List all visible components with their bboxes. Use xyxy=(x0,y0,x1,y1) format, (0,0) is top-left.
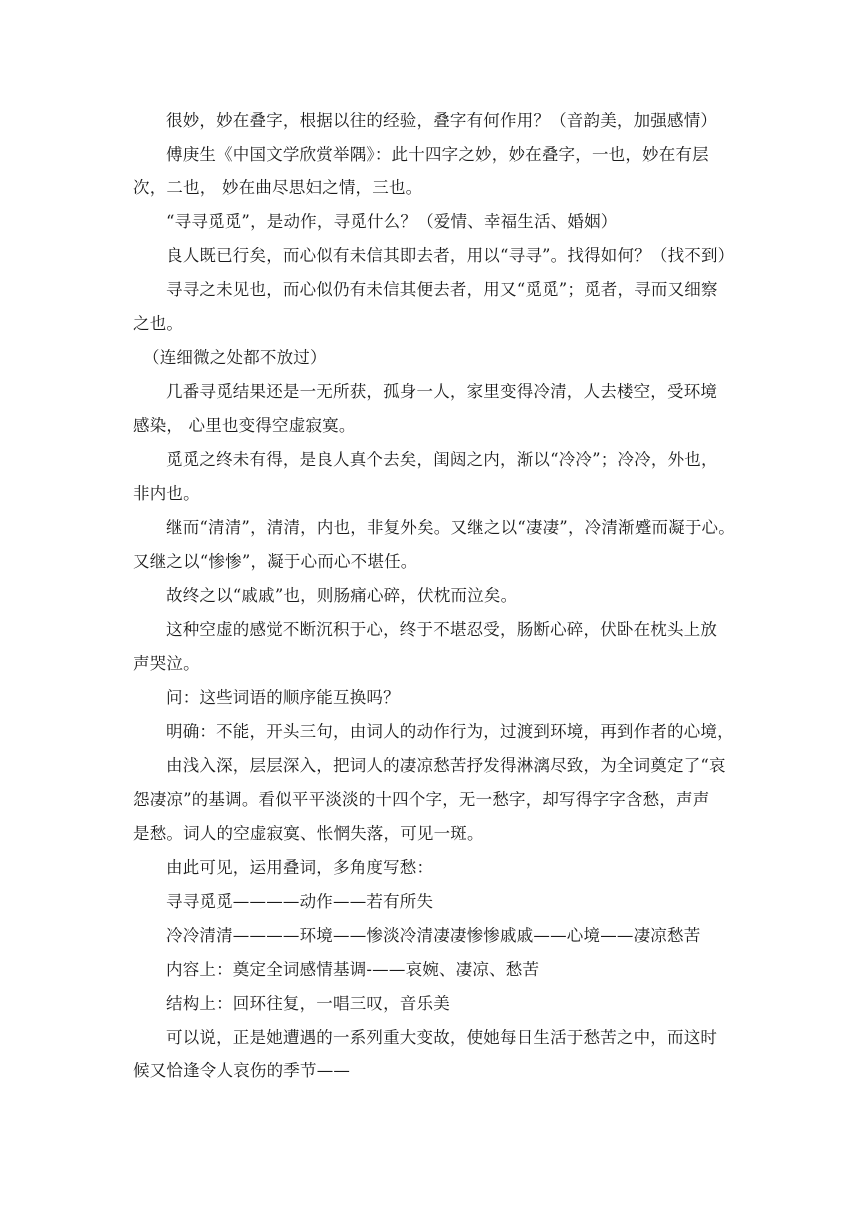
paragraph-line: 之也。 xyxy=(133,314,184,333)
paragraph-line: 可以说，正是她遭遇的一系列重大变故，使她每日生活于愁苦之中，而这时 xyxy=(166,1028,718,1047)
paragraph-line: 冷冷清清————环境——惨淡冷清凄凄惨惨戚戚——心境——凄凉愁苦 xyxy=(166,926,701,945)
paragraph-line: 由浅入深，层层深入，把词人的凄凉愁苦抒发得淋漓尽致，为全词奠定了“哀 xyxy=(166,756,726,775)
paragraph-line: 觅觅之终未有得，是良人真个去矣，闺闼之内，渐以“冷冷”；冷冷，外也， xyxy=(166,450,718,469)
paragraph-line: 继而“清清”，清清，内也，非复外矣。又继之以“凄凄”，冷清渐蹙而凝于心。 xyxy=(166,518,735,537)
paragraph-line: 声哭泣。 xyxy=(133,654,200,673)
paragraph-line: 寻寻觅觅————动作——若有所失 xyxy=(166,892,434,911)
paragraph-line: 问：这些词语的顺序能互换吗？ xyxy=(166,688,400,707)
paragraph-line: 寻寻之未见也，而心似仍有未信其便去者，用又“觅觅”；觅者，寻而又细察 xyxy=(166,280,718,299)
paragraph-line: 明确：不能，开头三句，由词人的动作行为，过渡到环境，再到作者的心境， xyxy=(166,722,734,741)
paragraph-line: 候又恰逢令人哀伤的季节—— xyxy=(133,1061,351,1080)
paragraph-line: 怨凄凉”的基调。看似平平淡淡的十四个字，无一愁字，却写得字字含愁，声声 xyxy=(133,790,710,809)
paragraph-line: 良人既已行矣，而心似有未信其即去者，用以“寻寻”。找得如何？（找不到） xyxy=(166,246,735,265)
paragraph-line: 几番寻觅结果还是一无所获，孤身一人，家里变得冷清，人去楼空，受环境 xyxy=(166,382,718,401)
paragraph-line: “寻寻觅觅”，是动作，寻觅什么？（爱情、幸福生活、婚姻） xyxy=(166,212,618,231)
paragraph-line: （连细微之处都不放过） xyxy=(143,348,327,367)
paragraph-line: 这种空虚的感觉不断沉积于心，终于不堪忍受，肠断心碎，伏卧在枕头上放 xyxy=(166,620,718,639)
paragraph-line: 结构上：回环往复，一唱三叹，音乐美 xyxy=(166,994,450,1013)
paragraph-line: 次，二也， 妙在曲尽思妇之情，三也。 xyxy=(133,178,423,197)
paragraph-line: 非内也。 xyxy=(133,484,200,503)
paragraph-line: 由此可见，运用叠词，多角度写愁： xyxy=(166,858,434,877)
paragraph-line: 故终之以“戚戚”也，则肠痛心碎，伏枕而泣矣。 xyxy=(166,586,518,605)
paragraph-line: 内容上：奠定全词感情基调-——哀婉、凄凉、愁苦 xyxy=(166,960,540,979)
paragraph-line: 傅庚生《中国文学欣赏举隅》：此十四字之妙，妙在叠字，一也，妙在有层 xyxy=(166,145,709,164)
paragraph-line: 很妙，妙在叠字，根据以往的经验，叠字有何作用？（音韵美，加强感情） xyxy=(166,111,718,130)
paragraph-line: 感染， 心里也变得空虚寂寞。 xyxy=(133,416,356,435)
paragraph-line: 又继之以“惨惨”，凝于心而心不堪任。 xyxy=(133,552,418,571)
paragraph-line: 是愁。词人的空虚寂寞、怅惘失落，可见一斑。 xyxy=(133,824,484,843)
